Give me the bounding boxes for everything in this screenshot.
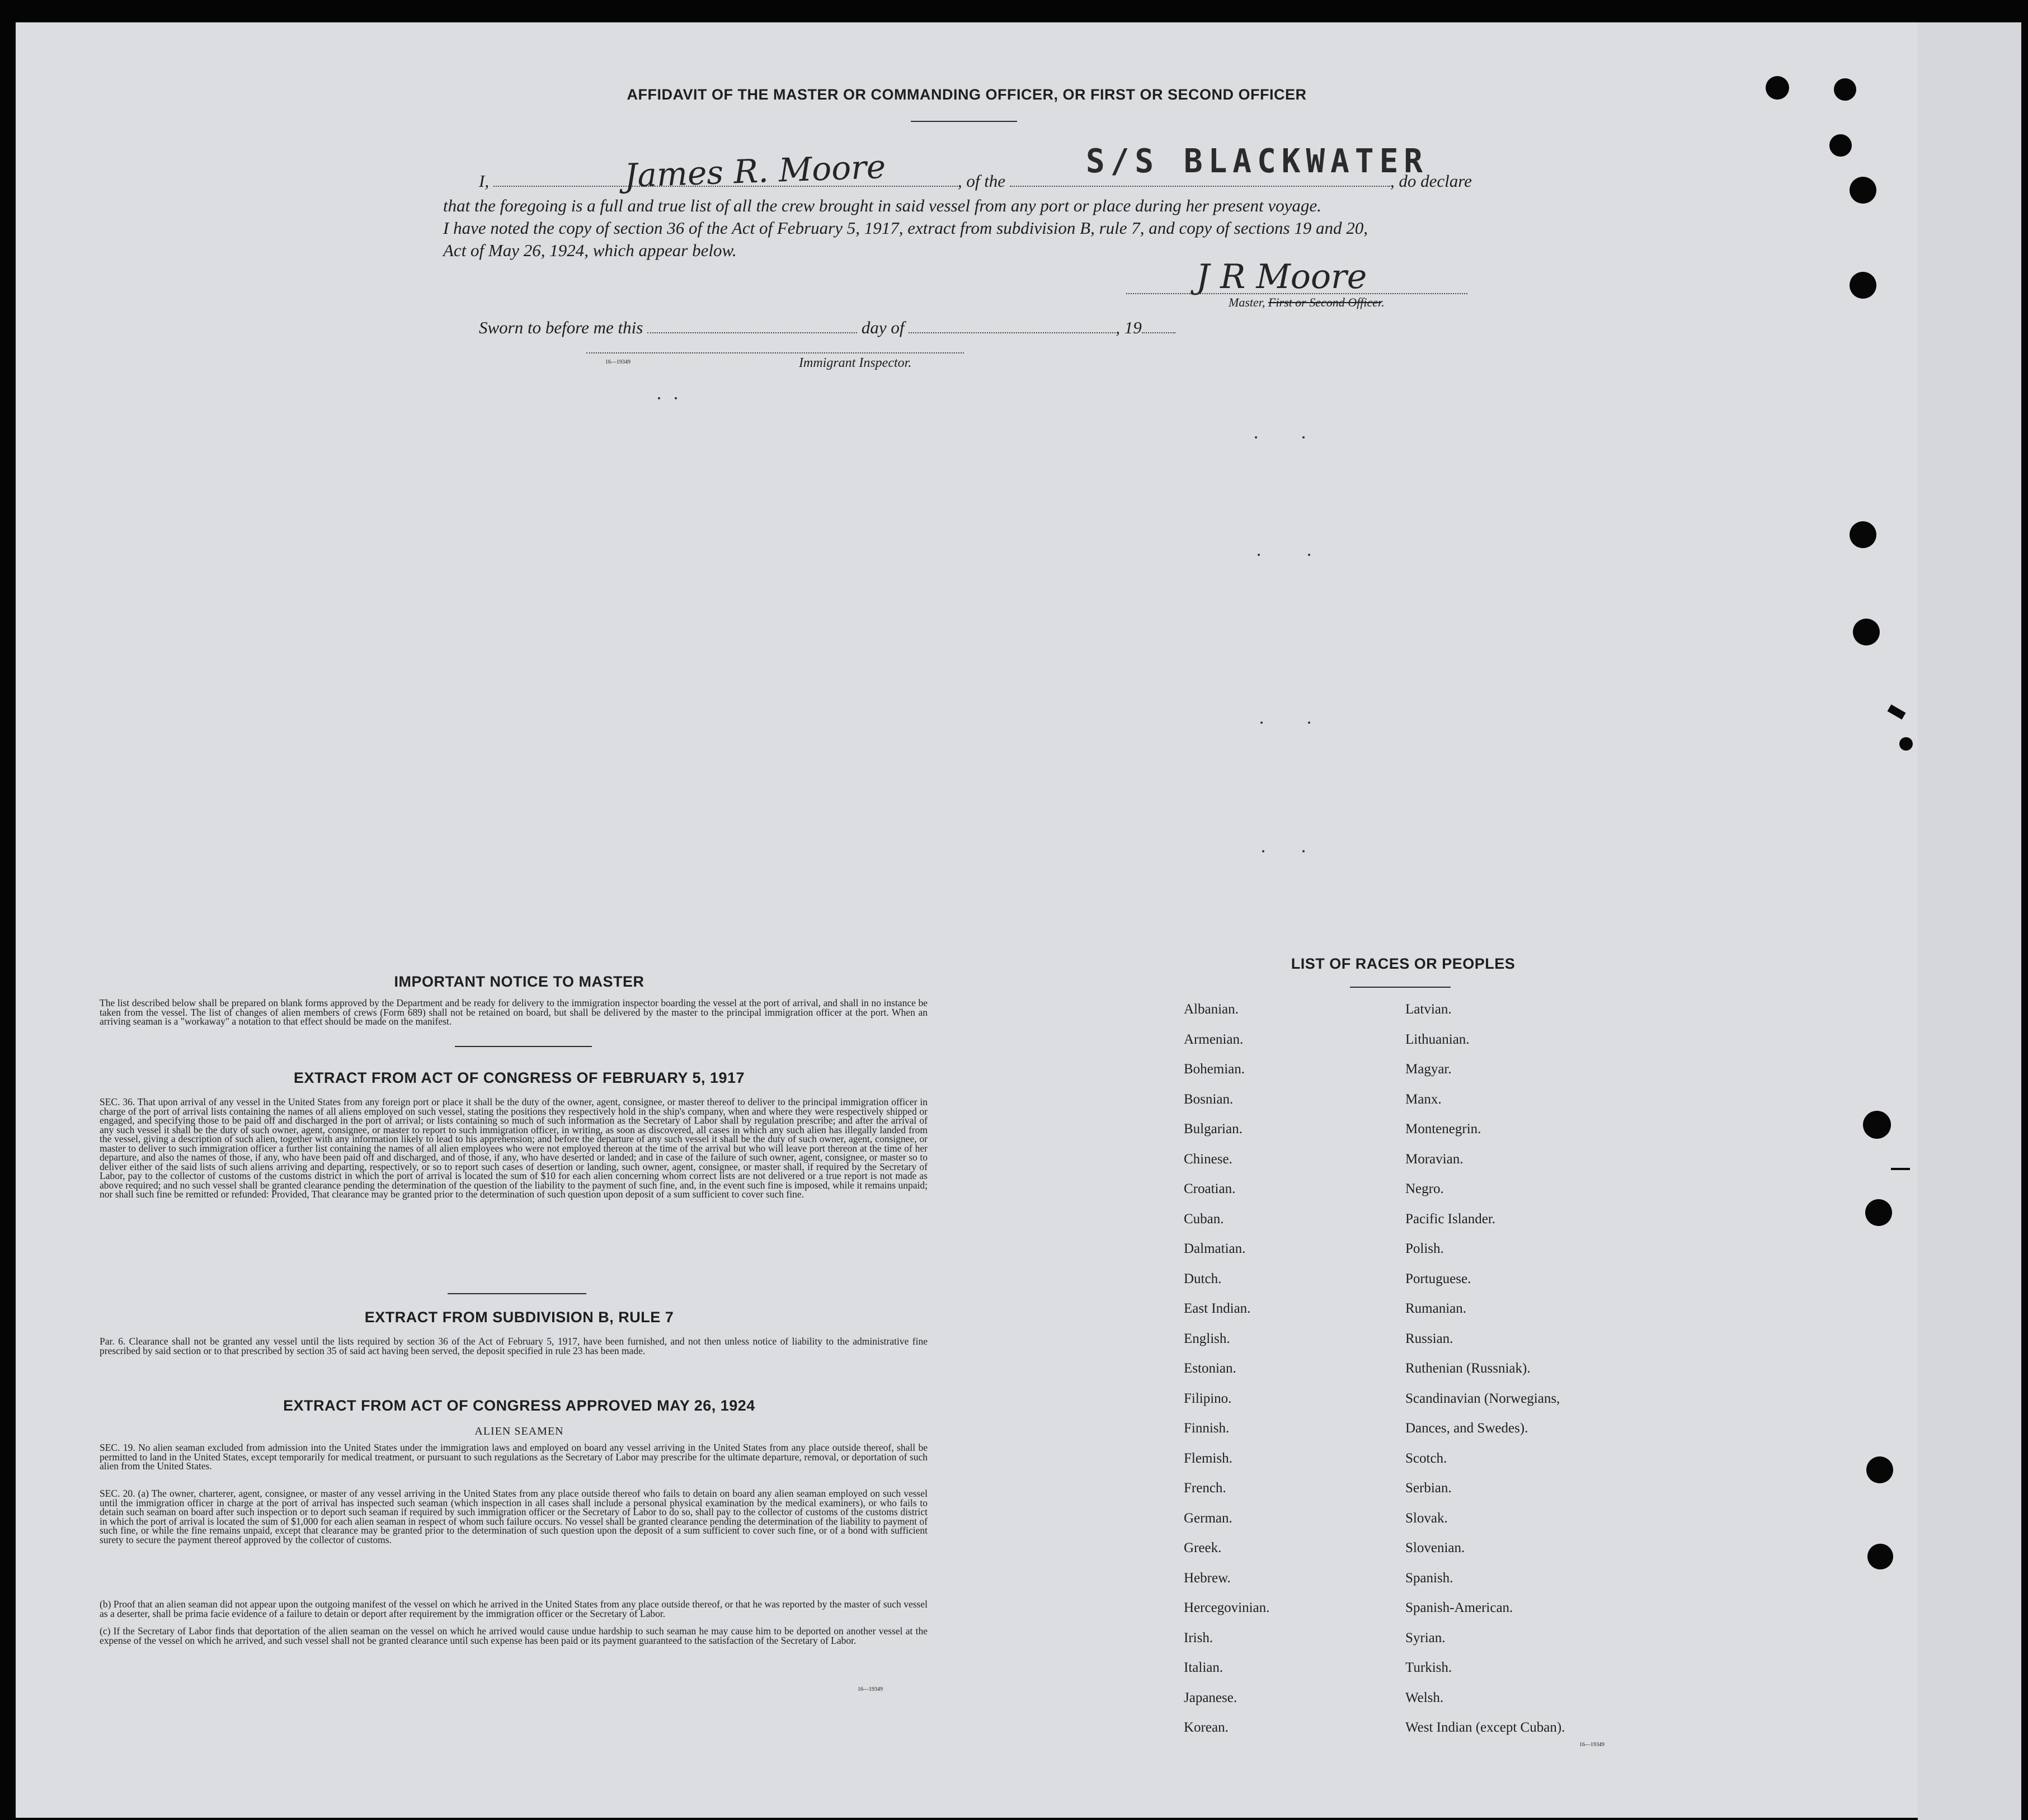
master-signature: J R Moore xyxy=(1196,257,1367,296)
sworn-month-blank xyxy=(909,331,1116,333)
form-number-bottom-left: 16—19349 xyxy=(858,1686,883,1692)
alien-seamen-subtitle: ALIEN SEAMEN xyxy=(474,1425,564,1437)
do-declare-label: , do declare xyxy=(1390,171,1472,191)
binding-hole xyxy=(1850,177,1876,204)
of-the-label: , of the xyxy=(957,171,1006,191)
extract-1924-title: EXTRACT FROM ACT OF CONGRESS APPROVED MAY 26, 1924 xyxy=(283,1397,755,1414)
sec-19-text: SEC. 19. No alien seaman excluded from admission into the United States under the immigration laws and employed on board any vessel arriving in the United States from any place outside thereof, shall be permitted to land in the United States, except temporarily for medical treatment, or pursuant to such regulations as the Secretary of Labor may prescribe for the ultimate departure, removal, or deportation of such alien from the United States. xyxy=(100,1442,928,1472)
year-blank xyxy=(1142,331,1175,333)
notice-title: IMPORTANT NOTICE TO MASTER xyxy=(394,973,644,990)
binding-hole xyxy=(1867,1544,1893,1569)
vessel-blank xyxy=(1010,185,1390,187)
extract-1917-divider xyxy=(448,1293,586,1294)
extract-1917-title: EXTRACT FROM ACT OF CONGRESS OF FEBRUARY 5, 1917 xyxy=(293,1069,745,1086)
affidavit-title: AFFIDAVIT OF THE MASTER OR COMMANDING OFFICER, OR FIRST OR SECOND OFFICER xyxy=(627,86,1307,103)
affidavit-line-3: I have noted the copy of section 36 of the Act of February 5, 1917, extract from subdivision B, rule 7, and copy of sections 19 and 20, xyxy=(443,218,1368,238)
scan-speck xyxy=(675,397,677,399)
binding-hole xyxy=(1850,521,1876,548)
form-number-bottom-right: 16—19349 xyxy=(1579,1742,1604,1748)
binding-hole xyxy=(1866,1456,1893,1483)
inspector-line xyxy=(586,352,964,353)
signature-line xyxy=(1126,293,1467,294)
i-label: I, xyxy=(479,171,490,191)
sworn-line xyxy=(479,318,1175,338)
binding-hole xyxy=(1865,1199,1892,1226)
master-label: Master, xyxy=(1229,295,1265,309)
notice-text: The list described below shall be prepared on blank forms approved by the Department and be ready for delivery to the immigration inspector boarding the vessel at the port of arrival, and shall in no instance be taken from the vessel. The list of changes of alien members of crews (Form 689) shall not be retained on board, but shall be delivered by the master to the principal immigration officer at the port. When an arriving seaman is a "workaway" a notation to that effect should be made on the manifest. xyxy=(100,997,928,1027)
affidavit-line-4: Act of May 26, 1924, which appear below. xyxy=(443,241,737,260)
binding-hole xyxy=(1834,78,1856,101)
year-prefix: , 19 xyxy=(1116,318,1142,337)
affidavit-line-2: that the foregoing is a full and true list of all the crew brought in said vessel from any port or place during her present voyage. xyxy=(443,196,1321,215)
vessel-name-stamp: S/S BLACKWATER xyxy=(1086,142,1429,181)
scan-speck xyxy=(1899,737,1913,751)
sworn-label: Sworn to before me this xyxy=(479,318,643,337)
scan-speck xyxy=(1258,554,1260,556)
binding-hole xyxy=(1863,1111,1891,1139)
inspector-label: Immigrant Inspector. xyxy=(799,356,912,370)
races-column-2: Latvian. Lithuanian. Magyar. Manx. Montenegrin. Moravian. Negro. Pacific Islander. Polish. Portuguese. Rumanian. Russian. Ruthenian (Russniak). Scandinavian (Norwegians, Dances, and Swedes). Scotch. Serbian. Slovak. Slovenian. Spanish. Spanish-American. Syrian. Turkish. Welsh. West Indian (except Cuban). xyxy=(1405,1002,1565,1735)
rule-7-text: Par. 6. Clearance shall not be granted any vessel until the lists required by section 36 of the Act of February 5, 1917, have been furnished, and not then unless notice of liability to the administrative fine prescribed by said section or to that prescribed by section 35 of said act having been served, the deposit specified in rule 23 has been made. xyxy=(100,1336,928,1356)
scan-speck xyxy=(1302,850,1305,852)
scan-speck xyxy=(1891,1168,1910,1170)
day-of-label: day of xyxy=(861,318,905,337)
extract-1917-text: SEC. 36. That upon arrival of any vessel in the United States from any foreign port or place it shall be the duty of the owner, agent, consignee, or master thereof to deliver to the principal immigration officer in charge of the port of arrival lists containing the names of all aliens employed on such vessel, stating the positions they respectively hold in the ship's company, when and where they were respectively shipped or engaged, and specifying those to be paid off and discharged in the port of arrival; or lists containing so much of such information as the Secretary of Labor shall by regulation prescribe; and after the arrival of any such vessel it shall be the duty of such owner, agent, consignee, or master to report to such immigration officer, in writing, as soon as discovered, all cases in which any such alien has illegally landed from the vessel, giving a description of such alien, together with any information likely to lead to his apprehension; and before the departure of any such vessel it shall be the duty of such owner, agent, consignee, or master to deliver to such immigration officer a further list containing the names of all alien employees who were not employed thereon at the time of the arrival but who will leave port thereon at the time of her departure, and also the names of those, if any, who have been paid off and discharged, and of those, if any, who have deserted or landed; and in case of the failure of such owner, agent, consignee, or master so to deliver either of the said lists of such aliens arriving and departing, respectively, or so to report such cases of desertion or landing, such owner, agent, consignee, or master shall, if required by the Secretary of Labor, pay to the collector of customs of the customs district in which the port of arrival is located the sum of $10 for each alien concerning whom correct lists are not delivered or a true report is not made as above required; and no such vessel shall be granted clearance pending the determination of the question of the liability to the payment of such fine, and, in the event such fine is imposed, while it remains unpaid; nor shall such fine be remitted or refunded: Provided, That clearance may be granted prior to the determination of such question upon deposit of a sum sufficient to cover such fine. xyxy=(100,1096,928,1200)
title-divider xyxy=(911,121,1017,122)
scan-speck xyxy=(1262,850,1264,852)
scan-speck xyxy=(1308,554,1310,556)
sec-20a-text: SEC. 20. (a) The owner, charterer, agent, consignee, or master of any vessel arriving in the United States from any place outside thereof who fails to detain on board any alien seaman employed on such vessel until the immigration officer in charge at the port of arrival has inspected such seaman (which inspection in all cases shall include a personal physical examination by the medical examiners), or who fails to detain such seaman on board after such inspection or to deport such seaman if required by such immigration officer or the Secretary of Labor to do so, shall pay to the collector of customs of the customs district in which the port of arrival is located the sum of $1,000 for each alien seaman in respect of whom such failure occurs. No vessel shall be granted clearance pending the determination of the liability to payment of such fine, or while the fine remains unpaid, except that clearance may be granted prior to the determination of such question upon the deposit of a sum sufficient to cover such fine, or of a bond with sufficient surety to secure the payment thereof approved by the collector of customs. xyxy=(100,1488,928,1545)
signer-name-handwriting: James R. Moore xyxy=(623,147,887,195)
scan-speck xyxy=(1308,722,1310,724)
binding-hole xyxy=(1853,619,1880,645)
form-page xyxy=(16,22,1918,1818)
scan-speck xyxy=(658,397,660,399)
rule-7-title: EXTRACT FROM SUBDIVISION B, RULE 7 xyxy=(364,1309,674,1326)
binding-hole xyxy=(1850,272,1876,299)
struck-officer-label: First or Second Officer xyxy=(1268,295,1382,309)
sec-20c-text: (c) If the Secretary of Labor finds that deportation of the alien seaman on the vessel on which he arrived would cause undue hardship to such seaman he may cause him to be deported on another vessel at the expense of the vessel on which he arrived, and such vessel shall not be granted clearance until such expense has been paid or its payment guaranteed to the satisfaction of the Secretary of Labor. xyxy=(100,1625,928,1646)
sec-20b-text: (b) Proof that an alien seaman did not appear upon the outgoing manifest of the vessel on which he arrived in the United States from any place outside thereof, or that he was reported by the master of such vessel as a deserter, shall be prima facie evidence of a failure to detain or deport after requirement by the immigration officer or the Secretary of Labor. xyxy=(100,1599,928,1619)
sworn-day-blank xyxy=(647,331,857,333)
binding-hole xyxy=(1766,76,1789,100)
form-number-top: 16—19349 xyxy=(605,359,630,365)
binding-hole xyxy=(1829,134,1852,157)
races-divider xyxy=(1350,987,1451,988)
master-title: Master, First or Second Officer. xyxy=(1229,295,1385,309)
binding-strip xyxy=(1918,22,2021,1820)
notice-divider xyxy=(455,1046,592,1047)
races-column-1: Albanian. Armenian. Bohemian. Bosnian. Bulgarian. Chinese. Croatian. Cuban. Dalmatian. Dutch. East Indian. English. Estonian. Filipino. Finnish. Flemish. French. German. Greek. Hebrew. Hercegovinian. Irish. Italian. Japanese. Korean. xyxy=(1184,1002,1270,1735)
scan-speck xyxy=(1302,436,1305,439)
races-title: LIST OF RACES OR PEOPLES xyxy=(1291,955,1516,972)
scan-speck xyxy=(1260,722,1263,724)
scan-speck xyxy=(1255,436,1257,439)
